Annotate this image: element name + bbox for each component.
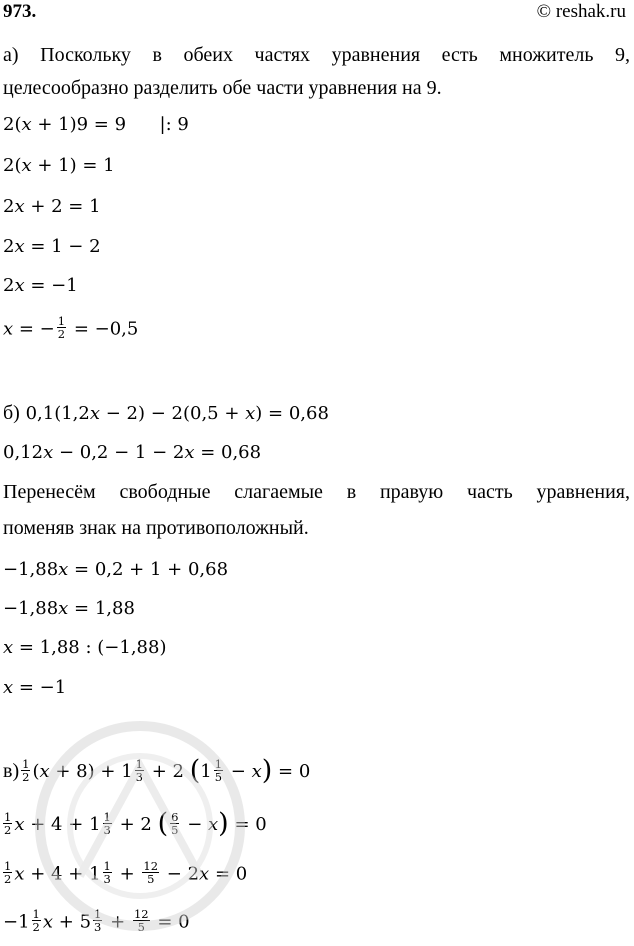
frac-num: 1: [32, 907, 40, 921]
term-x-plus-8: (𝑥 + 8): [32, 761, 95, 782]
part-b-equation-2: 0,12𝑥 − 0,2 − 1 − 2𝑥 = 0,68: [3, 442, 262, 463]
fraction-one-fifth: [214, 758, 223, 783]
plus-sign: +: [68, 814, 84, 835]
plus-sign: +: [58, 911, 74, 933]
frac-den: 5: [214, 769, 223, 784]
part-a-equation-4: 2𝑥 = 1 − 2: [3, 236, 101, 257]
var-x: 𝑥: [14, 814, 25, 835]
part-b-equation-6: 𝑥 = −1: [3, 677, 67, 698]
frac-den: 3: [103, 872, 111, 886]
frac-num: 1: [214, 756, 223, 771]
frac-num: 1: [103, 809, 111, 824]
zero: 0: [298, 761, 311, 782]
frac-num: 1: [103, 859, 111, 873]
fraction-one-half: [57, 315, 66, 340]
term-minus-x: − 𝑥: [230, 761, 262, 782]
minus-sign: −: [3, 911, 19, 933]
zero: 0: [178, 911, 190, 933]
frac-den: 2: [22, 769, 30, 784]
fraction-one-half: [3, 860, 12, 885]
problem-number: 973.: [3, 1, 37, 22]
part-b-equation-3: −1,88𝑥 = 0,2 + 1 + 0,68: [3, 559, 229, 580]
plus-sign: +: [100, 761, 116, 782]
fraction-twelve-fifths: [142, 860, 159, 885]
coefficient: 2: [140, 814, 152, 835]
part-a-eq6-left: 𝑥 = −: [3, 318, 55, 340]
zero: 0: [235, 863, 248, 885]
term-minus-x: − 𝑥: [187, 814, 219, 835]
frac-den: 3: [135, 769, 143, 784]
equals-sign: =: [278, 761, 294, 782]
part-c-equation-4: [3, 907, 630, 935]
part-b-eq1-text: 0,1(1,2𝑥 − 2) − 2(0,5 + 𝑥) = 0,68: [25, 403, 329, 424]
frac-num: 1: [57, 314, 66, 328]
frac-num: 12: [133, 907, 149, 921]
plus-sign: +: [151, 761, 167, 782]
frac-num: 12: [143, 859, 159, 873]
part-c-equation-3: [3, 859, 630, 887]
frac-den: 2: [4, 822, 12, 837]
frac-num: 1: [135, 756, 143, 771]
fraction-twelve-fifths: [133, 908, 150, 933]
right-paren: ): [218, 808, 229, 839]
var-x: 𝑥: [14, 863, 25, 885]
mixed-whole: 1: [89, 814, 101, 835]
left-paren: (: [189, 755, 201, 786]
fraction-one-third: [103, 811, 112, 836]
frac-den: 2: [4, 872, 12, 886]
left-paren: (: [157, 808, 169, 839]
fraction-one-half: [21, 758, 30, 783]
part-a-intro-line-1: [3, 43, 630, 67]
fraction-one-third: [93, 908, 102, 933]
part-a-equation-3: 2𝑥 + 2 = 1: [3, 196, 101, 217]
frac-den: 3: [94, 920, 102, 934]
plus-sign: +: [119, 863, 135, 885]
part-a-equation-6: [3, 314, 630, 342]
frac-num: 1: [4, 859, 12, 873]
var-x: 𝑥: [42, 911, 54, 933]
frac-den: 2: [57, 327, 66, 341]
equals-sign: =: [234, 814, 250, 835]
part-a-eq6-right: = −0,5: [73, 318, 139, 340]
frac-num: 6: [171, 809, 179, 824]
part-b-label: б): [3, 402, 20, 424]
right-paren: ): [261, 755, 273, 786]
part-c-equation-1: [3, 755, 630, 786]
part-b-equation-4: −1,88𝑥 = 1,88: [3, 598, 135, 619]
plus-sign: +: [119, 814, 135, 835]
term-minus-2x: − 2𝑥: [166, 863, 210, 885]
plus-sign: +: [30, 863, 46, 885]
number-4: 4: [51, 863, 63, 885]
frac-den: 5: [137, 920, 145, 934]
plus-sign: +: [68, 863, 84, 885]
part-b-text-line-1: Перенесём свободные слагаемые в правую часть уравнения,: [3, 481, 630, 503]
fraction-six-fifths: [170, 811, 179, 836]
copyright-text: © reshak.ru: [536, 1, 626, 22]
fraction-one-half: [3, 811, 12, 836]
equals-sign: =: [157, 911, 173, 933]
mixed-whole: 5: [79, 911, 92, 933]
mixed-whole: 1: [18, 911, 30, 933]
part-b-text-line-2: поменяв знак на противоположный.: [3, 517, 309, 539]
part-a-equation-1: [3, 113, 630, 137]
number-4: 4: [51, 814, 63, 835]
mixed-whole: 1: [121, 761, 133, 782]
mixed-whole: 1: [200, 761, 212, 782]
equals-sign: =: [214, 863, 231, 885]
frac-num: 1: [22, 756, 30, 771]
zero: 0: [255, 814, 267, 835]
plus-sign: +: [30, 814, 46, 835]
coefficient: 2: [172, 761, 184, 782]
part-a-eq1-note: |: 9: [159, 114, 189, 135]
part-b-equation-5: 𝑥 = 1,88 : (−1,88): [3, 637, 167, 658]
frac-den: 5: [171, 822, 179, 837]
fraction-one-half: [32, 908, 41, 933]
part-a-eq1-text: 2(𝑥 + 1)9 = 9: [3, 114, 127, 135]
mixed-whole: 1: [89, 863, 101, 885]
part-b-equation-1: [3, 401, 630, 426]
fraction-one-third: [103, 860, 112, 885]
part-a-intro-text-1: Поскольку в обеих частях уравнения есть множитель 9,: [40, 44, 631, 66]
frac-den: 2: [32, 920, 40, 934]
part-c-equation-2: [3, 808, 630, 839]
frac-num: 1: [4, 809, 12, 824]
frac-den: 3: [103, 822, 111, 837]
part-a-equation-2: 2(𝑥 + 1) = 1: [3, 155, 115, 176]
part-a-equation-5: 2𝑥 = −1: [3, 275, 78, 296]
plus-sign: +: [110, 911, 126, 933]
fraction-one-third: [135, 758, 144, 783]
part-a-label: а): [3, 44, 19, 66]
part-c-label: в): [3, 760, 20, 782]
frac-den: 5: [147, 872, 155, 886]
part-a-intro-line-2: целесообразно разделить обе части уравнения на 9.: [3, 77, 442, 99]
frac-num: 1: [94, 907, 102, 921]
